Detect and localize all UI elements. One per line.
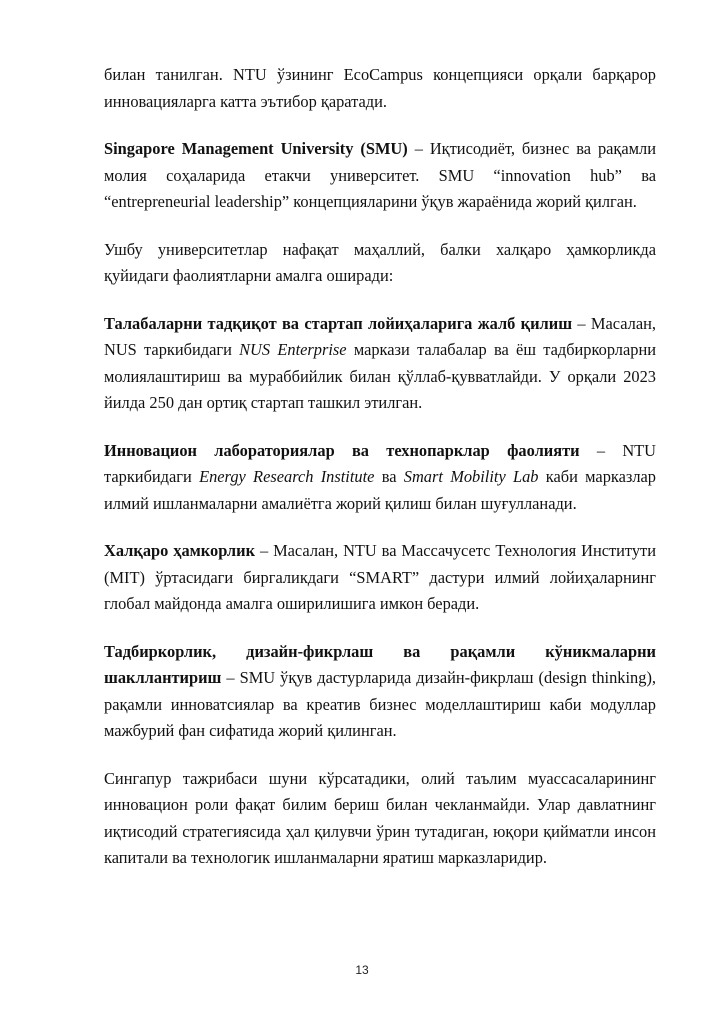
paragraph-heading: Тадбиркорлик, дизайн-фикрлаш ва рақамли кўникмаларни шакллантириш — [104, 641, 656, 687]
paragraph-entrepreneurship-skills — [104, 639, 656, 745]
paragraph-italic: Energy Research Institute — [199, 467, 375, 486]
paragraph-innovation-labs — [104, 438, 656, 518]
paragraph-text: – Масалан, NUS таркибидаги — [104, 313, 656, 359]
paragraph-text: – Масалан, NTU ва Массачусетс Технология Институти (MIT) ўртасидаги биргаликдаги “SMART” дастури илмий лойиҳаларнинг глобал майдонда амалга оширилишига имкон беради. — [104, 541, 656, 613]
paragraph-heading: Singapore Management University (SMU) — [104, 139, 408, 158]
paragraph-ntu-continuation — [104, 62, 656, 115]
paragraph-text: билан танилган. NTU ўзининг EcoCampus концепцияси орқали барқарор инновацияларга катта эътибор қаратади. — [104, 65, 656, 111]
paragraph-heading: Талабаларни тадқиқот ва стартап лойиҳаларига жалб қилиш — [104, 313, 573, 333]
paragraph-students-startups — [104, 311, 656, 417]
paragraph-text: – Иқтисодиёт, бизнес ва рақамли молия соҳаларида етакчи университет. SMU “innovation hub” ва “entrepreneurial leadership” концепцияларини ўқув жараёнида жорий қилган. — [104, 139, 656, 211]
paragraph-heading: Халқаро ҳамкорлик — [104, 541, 256, 560]
paragraph-conclusion — [104, 766, 656, 872]
paragraph-text: Сингапур тажрибаси шуни кўрсатадики, олий таълим муассасаларининг инновацион роли фақат билим бериш билан чекланмайди. Улар давлатнинг иқтисодий стратегиясида ҳал қилувчи ўрин тутадиган, юқори қийматли инсон капитали ва технологик ишланмаларни яратиш марказларидир. — [104, 768, 656, 867]
page-body — [104, 62, 656, 893]
paragraph-text: маркази талабалар ва ёш тадбиркорларни молиялаштириш ва мураббийлик билан қўллаб-қувватлайди. У орқали 2023 йилда 250 дан ортиқ стартап ташкил этилган. — [104, 340, 656, 412]
paragraph-smu — [104, 136, 656, 216]
page-number: 13 — [355, 963, 369, 977]
paragraph-italic: Smart Mobility Lab — [403, 467, 539, 486]
paragraph-text: Ушбу университетлар нафақат маҳаллий, балки халқаро ҳамкорликда қуйидаги фаолиятларни амалга оширади: — [104, 239, 656, 285]
paragraph-text: каби марказлар илмий ишланмаларни амалиётга жорий қилиш билан шуғулланади. — [104, 467, 656, 513]
paragraph-text: – SMU ўқув дастурларида дизайн-фикрлаш (design thinking), рақамли инноватсиялар ва креатив бизнес моделлаштириш каби модуллар мажбурий фан сифатида жорий қилинган. — [104, 668, 656, 740]
paragraph-italic: NUS Enterprise — [239, 340, 347, 359]
paragraph-intro-activities — [104, 237, 656, 290]
paragraph-international-cooperation — [104, 538, 656, 618]
paragraph-heading: Инновацион лабораториялар ва технопарклар фаолияти — [104, 440, 580, 460]
paragraph-text: – NTU таркибидаги — [104, 440, 657, 486]
paragraph-text: ва — [374, 467, 404, 486]
